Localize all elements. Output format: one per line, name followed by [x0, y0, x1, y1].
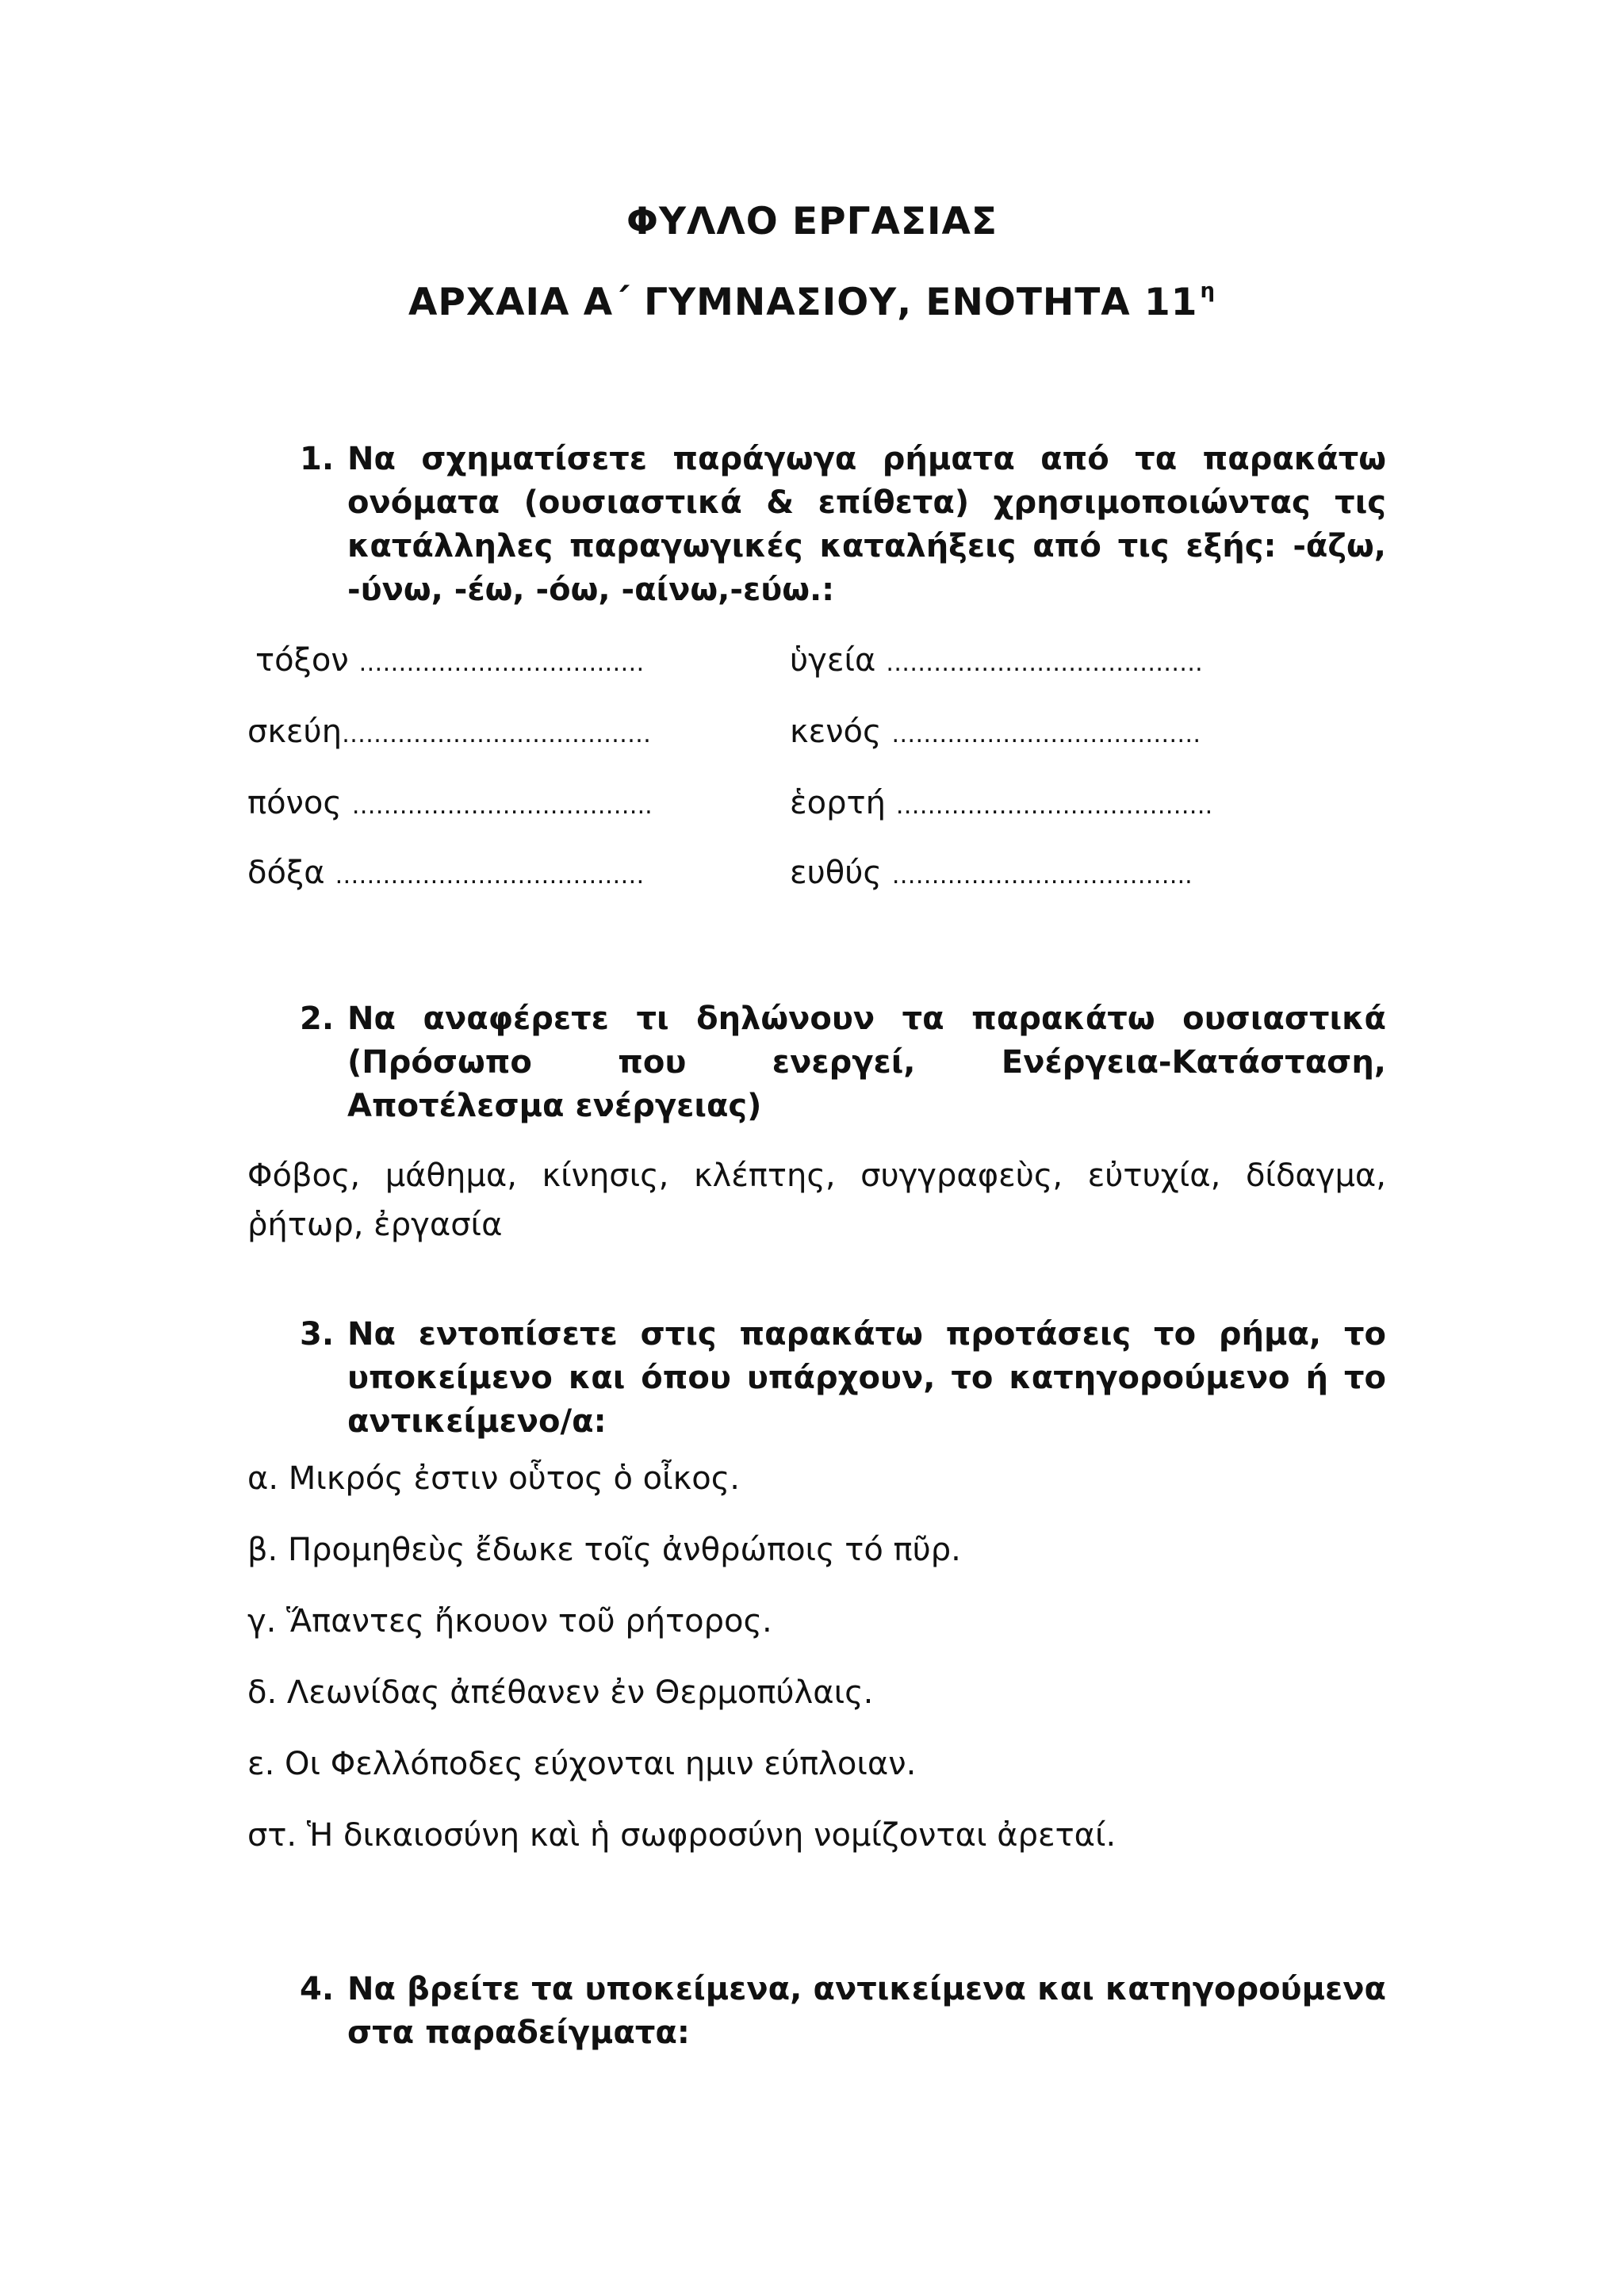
- q1-answer-blank: …………………………………: [891, 721, 1201, 748]
- question-3: [300, 1313, 1386, 1444]
- q1-word: δόξα: [247, 855, 325, 891]
- worksheet-subtitle: [0, 279, 1624, 324]
- q1-answer-blank: ………………………………..: [891, 862, 1193, 890]
- q3-sentence: γ. Ἅπαντες ἤκουον τοῦ ρήτορος.: [247, 1603, 772, 1640]
- q1-word: κενός: [790, 714, 882, 750]
- q3-sentence: β. Προμηθεὺς ἔδωκε τοῖς ἀνθρώποις τό πῦρ.: [247, 1532, 961, 1568]
- question-2-text: Να αναφέρετε τι δηλώνουν τα παρακάτω ουσιαστικά (Πρόσωπο που ενεργεί, Ενέργεια-Κατάσταση, Αποτέλεσμα ενέργειας): [347, 1001, 1386, 1124]
- q1-word-row: [247, 855, 644, 891]
- question-3-text: Να εντοπίσετε στις παρακάτω προτάσεις το ρήμα, το υποκείμενο και όπου υπάρχουν, το κατηγορούμενο ή το αντικείμενο/α:: [347, 1316, 1386, 1440]
- q3-sentence: δ. Λεωνίδας ἀπέθανεν ἐν Θερμοπύλαις.: [247, 1674, 874, 1711]
- q3-sentence: ε. Οι Φελλόποδες εύχονται ημιν εύπλοιαν.: [247, 1746, 917, 1782]
- q1-word-row: [790, 785, 1212, 821]
- subtitle-superscript: η: [1200, 279, 1216, 303]
- q1-word-row: [247, 714, 651, 750]
- q1-word: τόξον: [255, 642, 349, 679]
- q3-sentence: α. Μικρός ἐστιν οὗτος ὁ οἶκος.: [247, 1460, 740, 1497]
- q2-noun-list: Φόβος, μάθημα, κίνησις, κλέπτης, συγγραφεὺς, εὐτυχία, δίδαγμα, ῥήτωρ, ἐργασία: [247, 1158, 1386, 1243]
- question-2-number: 2.: [300, 1001, 335, 1037]
- question-4-text: Να βρείτε τα υποκείμενα, αντικείμενα και κατηγορούμενα στα παραδείγματα:: [347, 1971, 1386, 2051]
- q1-answer-blank: …………………………………: [342, 721, 652, 748]
- subtitle-text: ΑΡΧΑΙΑ Α΄ ΓΥΜΝΑΣΙΟΥ, ΕΝΟΤΗΤΑ 11: [408, 281, 1198, 324]
- question-4-number: 4.: [300, 1971, 335, 2007]
- worksheet-title: ΦΥΛΛΟ ΕΡΓΑΣΙΑΣ: [626, 200, 998, 243]
- q1-answer-blank: …………………………………: [335, 862, 645, 890]
- q1-answer-blank: ………………………………….: [886, 649, 1203, 677]
- q1-word: σκεύη: [247, 714, 343, 750]
- question-1: [300, 438, 1386, 612]
- q1-answer-blank: ………………………………….: [895, 792, 1213, 820]
- question-2: [300, 997, 1386, 1128]
- q3-sentence: στ. Ἡ δικαιοσύνη καὶ ἡ σωφροσύνη νομίζονται ἀρεταί.: [247, 1817, 1116, 1854]
- question-3-number: 3.: [300, 1316, 335, 1353]
- q1-answer-blank: ………………………………: [358, 649, 645, 677]
- q1-word-row: [790, 714, 1201, 750]
- q1-word-row: [790, 855, 1193, 891]
- q1-word-row: [790, 642, 1203, 679]
- question-1-number: 1.: [300, 441, 335, 477]
- q1-word: ἑορτή: [790, 785, 886, 821]
- question-1-text: Να σχηματίσετε παράγωγα ρήματα από τα παρακάτω ονόματα (ουσιαστικά & επίθετα) χρησιμοποιώντας τις κατάλληλες παραγωγικές καταλήξεις από τις εξής: -άζω, -ύνω, -έω, -όω, -αίνω,-εύω.:: [347, 441, 1386, 608]
- q1-word-row: [255, 642, 644, 679]
- q1-word: ὑγεία: [790, 642, 876, 679]
- q1-word-row: [247, 785, 653, 821]
- q1-word: πόνος: [247, 785, 342, 821]
- question-4: [300, 1968, 1386, 2055]
- q1-answer-blank: ………………………………..: [351, 792, 653, 820]
- q1-word: ευθύς: [790, 855, 882, 891]
